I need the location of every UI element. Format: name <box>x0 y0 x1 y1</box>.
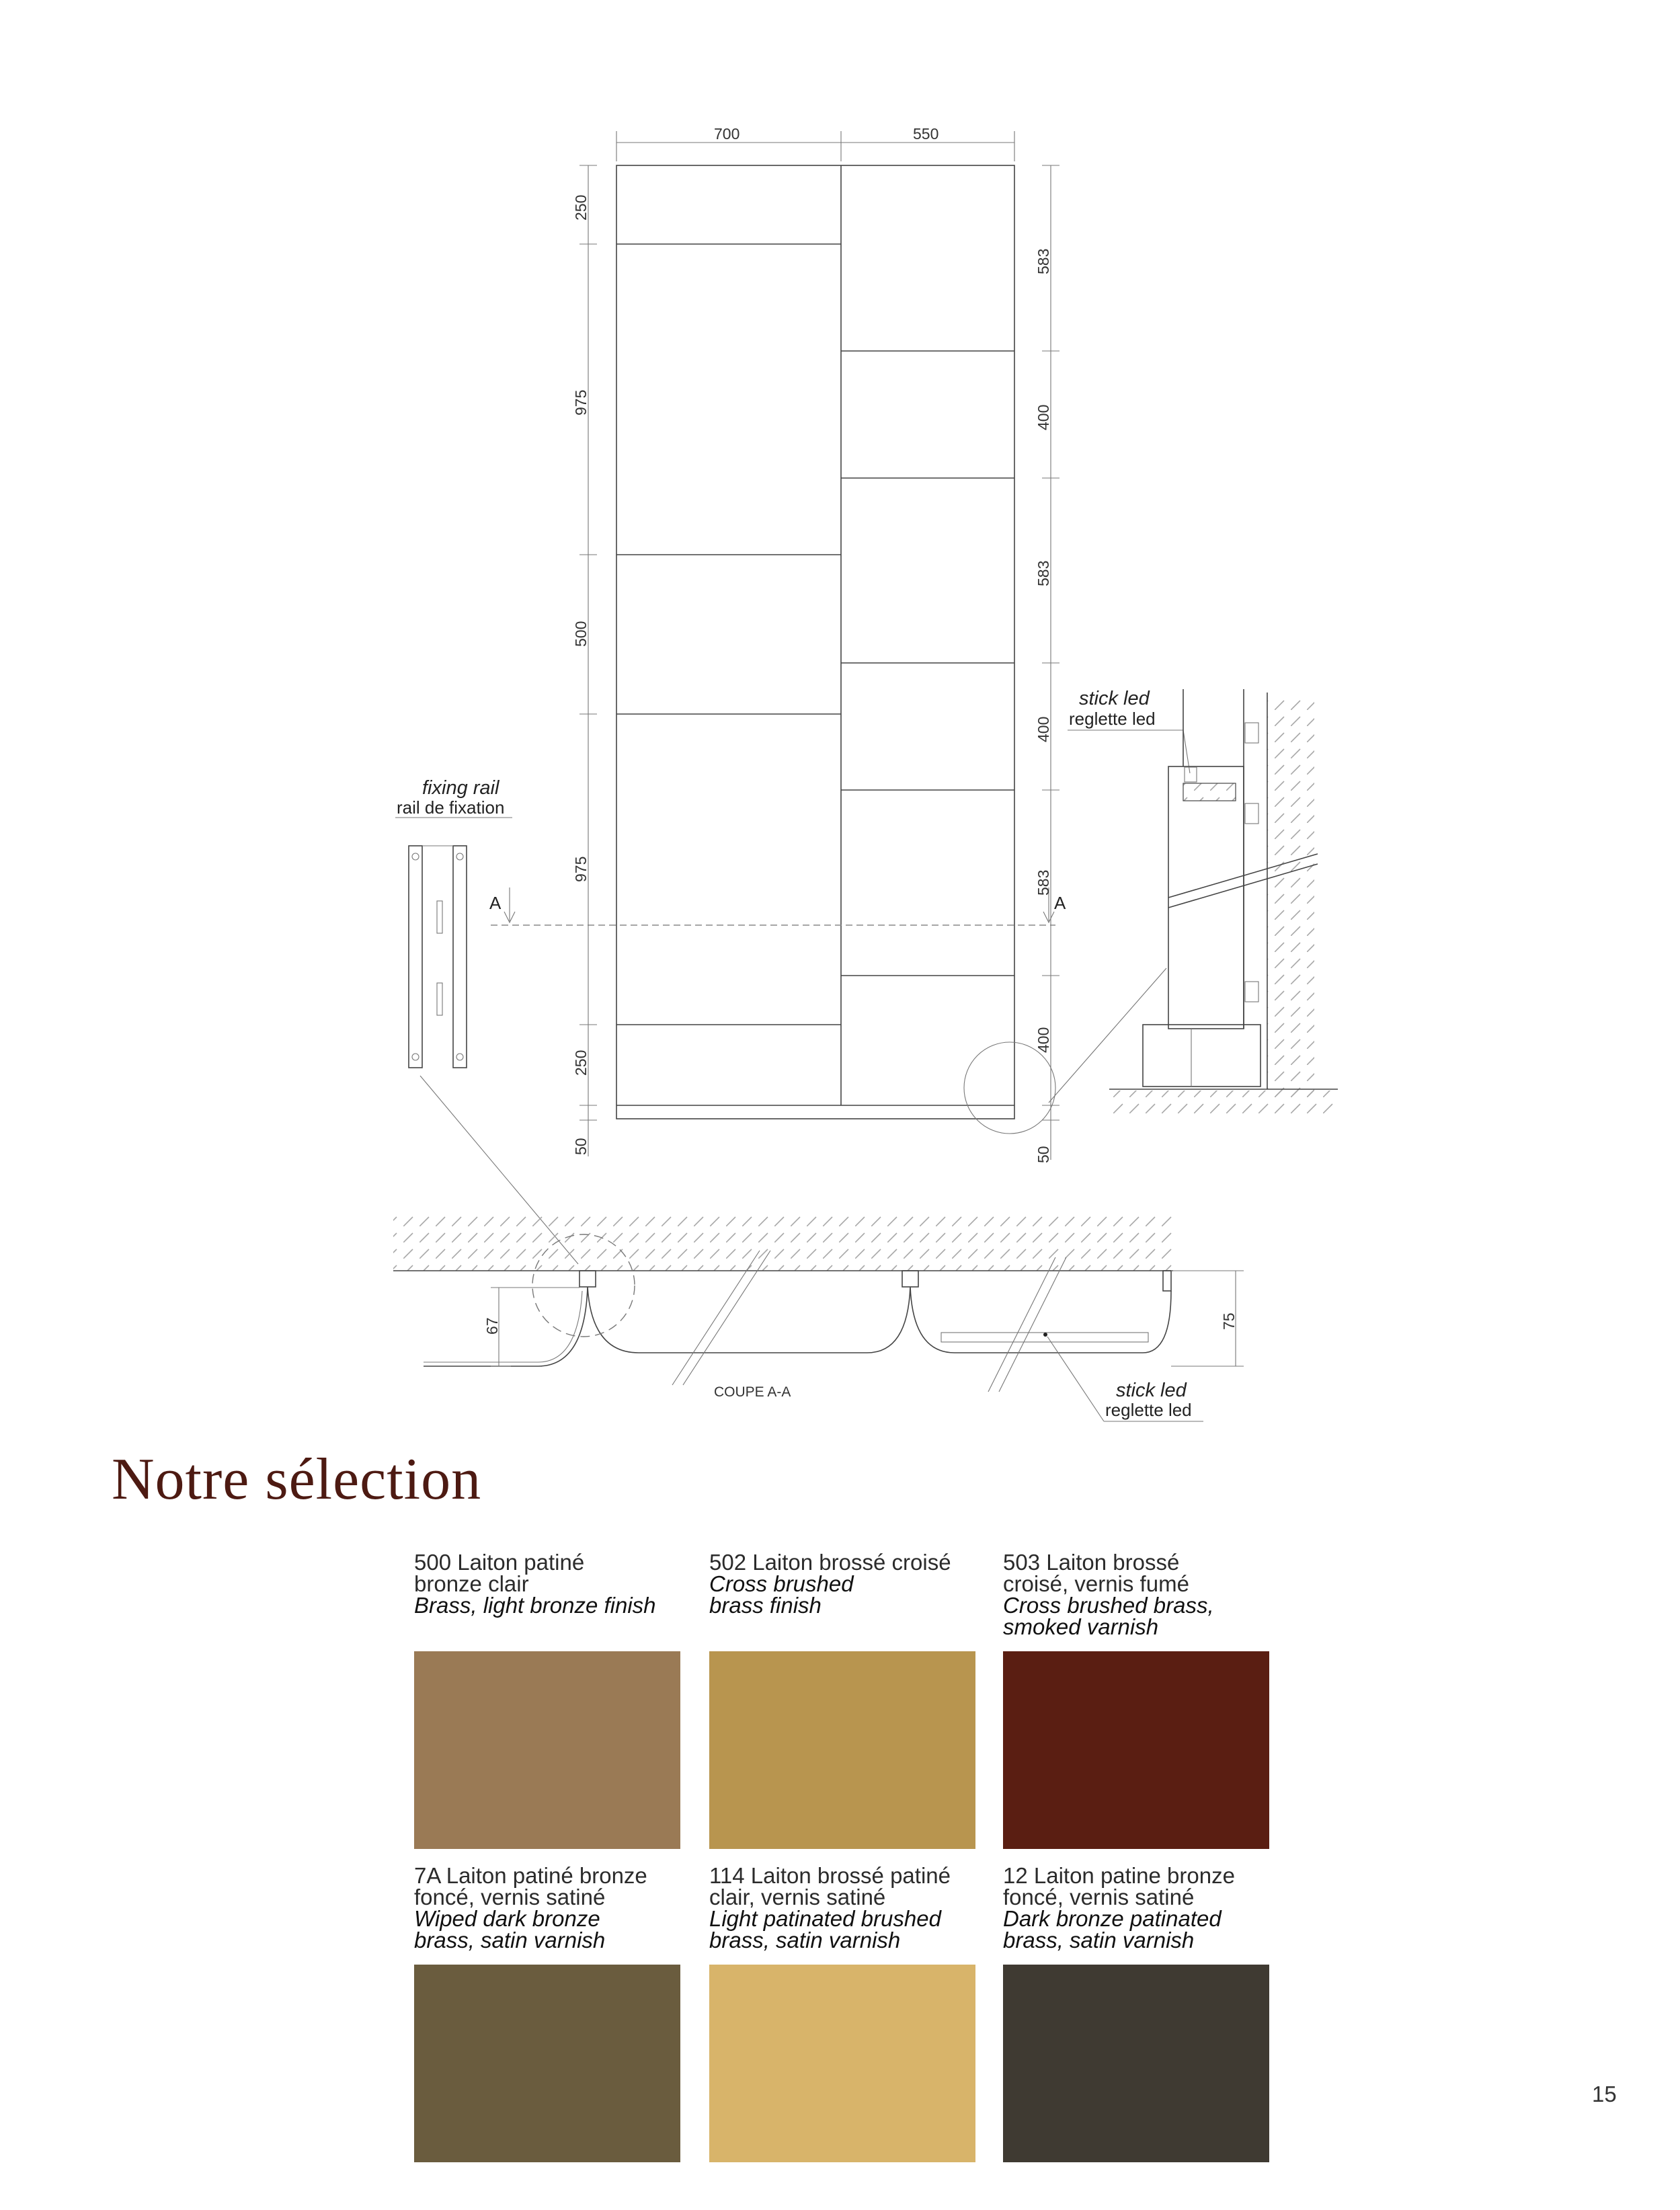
finish-swatch-502 <box>709 1552 975 1616</box>
stick-led-label-fr-top: reglette led <box>1069 709 1156 729</box>
dim-width-700: 700 <box>714 125 740 143</box>
finish-color-chip <box>414 1651 680 1849</box>
finish-name-fr: 500 Laiton patiné bronze clair <box>414 1550 585 1596</box>
section-title: Notre sélection <box>112 1447 482 1512</box>
fixing-rail-label-en: fixing rail <box>422 777 499 799</box>
dim-left-500: 500 <box>572 621 590 647</box>
section-a-a <box>393 1210 1244 1421</box>
dim-right-50: 50 <box>1035 1146 1052 1163</box>
dim-right-583-3: 583 <box>1035 869 1052 896</box>
coupe-label: COUPE A-A <box>714 1384 791 1400</box>
finish-name-fr: 7A Laiton patiné bronze foncé, vernis satiné <box>414 1863 647 1909</box>
finish-name-en: Cross brushed brass, smoked varnish <box>1003 1593 1214 1639</box>
finish-name-fr: 502 Laiton brossé croisé <box>709 1550 951 1575</box>
finish-name-en: Cross brushed brass finish <box>709 1571 854 1618</box>
finish-swatch-500 <box>414 1552 680 1616</box>
finish-color-chip <box>1003 1965 1269 2162</box>
section-marker-right: A <box>1054 893 1066 913</box>
finish-swatch-503 <box>1003 1552 1269 1638</box>
finish-swatch-114 <box>709 1865 975 1951</box>
dim-left-250-bottom: 250 <box>572 1050 590 1076</box>
finish-swatch-7a <box>414 1865 680 1951</box>
finish-name-en: Dark bronze patinated brass, satin varnish <box>1003 1906 1222 1952</box>
fixing-rail-label-fr: rail de fixation <box>397 797 505 818</box>
fixing-rail-detail <box>395 777 578 1264</box>
dim-right-400-2: 400 <box>1035 716 1052 742</box>
finish-swatch-12 <box>1003 1865 1269 1951</box>
stick-led-label-en-top: stick led <box>1079 688 1150 709</box>
dim-right-583-2: 583 <box>1035 560 1052 586</box>
finish-name-en: Wiped dark bronze brass, satin varnish <box>414 1906 606 1952</box>
section-marker-left: A <box>489 893 502 913</box>
dim-right-400-1: 400 <box>1035 404 1052 430</box>
dim-left-975-top: 975 <box>572 389 590 416</box>
stick-led-label-fr-bottom: reglette led <box>1105 1400 1192 1420</box>
dim-right-583-1: 583 <box>1035 248 1052 274</box>
right-dimensions <box>1035 165 1059 1163</box>
finish-name-fr: 503 Laiton brossé croisé, vernis fumé <box>1003 1550 1189 1596</box>
dim-right-400-3: 400 <box>1035 1027 1052 1053</box>
dim-width-550: 550 <box>913 125 939 143</box>
dim-left-50: 50 <box>572 1138 590 1155</box>
finish-name-en: Brass, light bronze finish <box>414 1593 656 1618</box>
depth-67: 67 <box>483 1317 501 1335</box>
finish-name-fr: 12 Laiton patine bronze foncé, vernis satiné <box>1003 1863 1235 1909</box>
front-elevation <box>489 165 1166 1134</box>
finish-color-chip <box>709 1651 975 1849</box>
top-dimensions <box>616 125 1014 161</box>
finish-color-chip <box>1003 1651 1269 1849</box>
dim-left-975-bottom: 975 <box>572 856 590 882</box>
finish-name-en: Light patinated brushed brass, satin varnish <box>709 1906 941 1952</box>
page-number: 15 <box>1592 2082 1617 2106</box>
finish-color-chip <box>709 1965 975 2162</box>
stick-led-label-en-bottom: stick led <box>1116 1380 1187 1401</box>
depth-75: 75 <box>1220 1312 1238 1330</box>
dim-left-250-top: 250 <box>572 194 590 221</box>
finish-name-fr: 114 Laiton brossé patiné clair, vernis satiné <box>709 1863 951 1909</box>
side-section-detail <box>1068 688 1338 1113</box>
left-dimensions <box>572 165 597 1156</box>
finish-color-chip <box>414 1965 680 2162</box>
